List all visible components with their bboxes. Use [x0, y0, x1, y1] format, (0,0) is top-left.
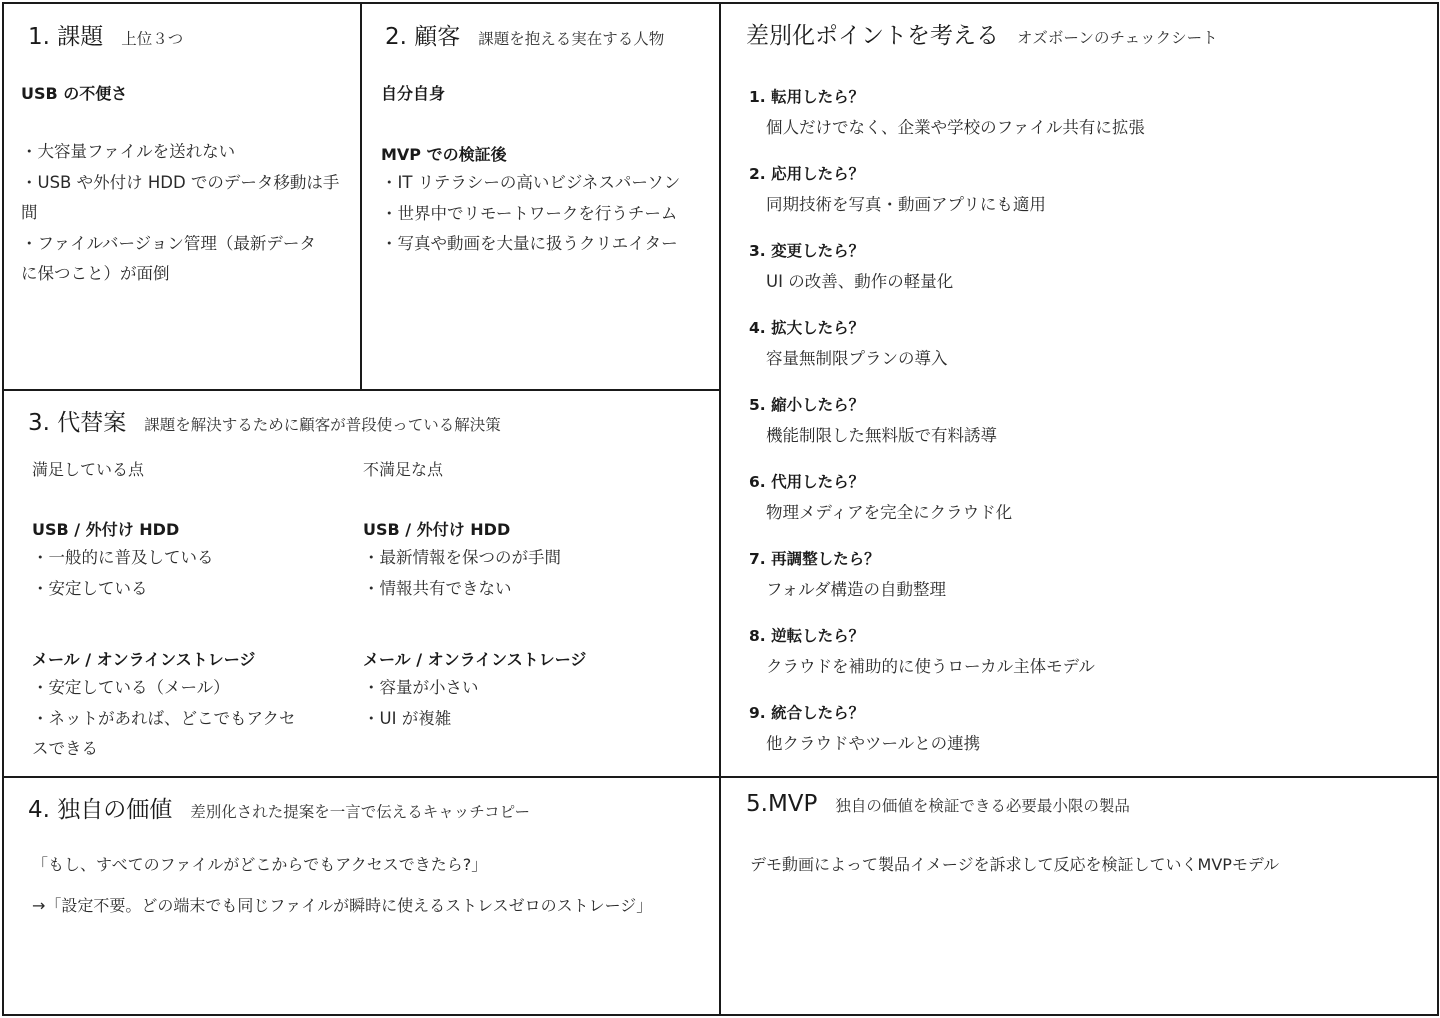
- differentiation-section: [719, 2, 1439, 778]
- list-item: [749, 82, 1145, 143]
- unique-value-subtitle: 差別化された提案を一言で伝えるキャッチコピー: [190, 803, 531, 821]
- satisfied-label: 満足している点: [32, 460, 145, 479]
- right-group2-list: [363, 673, 479, 734]
- problem-subtitle: 上位３つ: [121, 30, 184, 48]
- list-item: [749, 621, 1145, 682]
- list-item: ・安定している（メール）: [32, 678, 230, 697]
- mvp-description: デモ動画によって製品イメージを訴求して反応を検証していくMVPモデル: [750, 855, 1280, 874]
- checklist-answer: UI の改善、動作の軽量化: [766, 272, 954, 291]
- unsatisfied-label: 不満足な点: [363, 460, 444, 479]
- list-item: 間: [21, 203, 38, 222]
- problem-header: [28, 18, 183, 51]
- left-group1-title: USB / 外付け HDD: [32, 520, 180, 539]
- checklist-answer: 物理メディアを完全にクラウド化: [766, 503, 1013, 522]
- customer-section: [360, 2, 721, 391]
- checklist-question: 9. 統合したら？: [749, 704, 865, 722]
- left-group2-list: [32, 673, 296, 765]
- alternatives-title: 3. 代替案: [28, 410, 127, 436]
- list-item: ・最新情報を保つのが手間: [363, 548, 561, 567]
- customer-header: [385, 18, 664, 51]
- list-item: ・IT リテラシーの高いビジネスパーソン: [381, 173, 681, 192]
- unique-value-header: [28, 791, 530, 824]
- customer-title: 2. 顧客: [385, 24, 461, 50]
- checklist-question: 6. 代用したら？: [749, 473, 865, 491]
- left-group2-title: メール / オンラインストレージ: [32, 650, 256, 669]
- checklist-question: 4. 拡大したら？: [749, 319, 865, 337]
- customer-list: [381, 168, 680, 260]
- list-item: ・安定している: [32, 578, 148, 598]
- checklist-question: 8. 逆転したら？: [749, 627, 865, 645]
- customer-subtitle: 課題を抱える実在する人物: [478, 30, 665, 48]
- alternatives-subtitle: 課題を解決するために顧客が普段使っている解決策: [144, 416, 501, 434]
- list-item: ・一般的に普及している: [32, 548, 214, 567]
- list-item: ・容量が小さい: [363, 678, 479, 697]
- list-item: ・UI が複雑: [363, 708, 452, 728]
- right-group2-title: メール / オンラインストレージ: [363, 650, 587, 669]
- alternatives-section: [2, 389, 721, 778]
- problem-heading: USB の不便さ: [21, 84, 128, 103]
- customer-heading-mvp: MVP での検証後: [381, 145, 507, 164]
- list-item: [749, 698, 1145, 759]
- list-item: ・USB や外付け HDD でのデータ移動は手: [21, 172, 340, 192]
- checklist-answer: 容量無制限プランの導入: [766, 349, 948, 368]
- list-item: ・大容量ファイルを送れない: [21, 142, 236, 161]
- list-item: ・世界中でリモートワークを行うチーム: [381, 203, 678, 223]
- mvp-section: [719, 776, 1439, 1016]
- problem-section: [2, 2, 362, 391]
- list-item: ・ファイルバージョン管理（最新データ: [21, 233, 316, 253]
- checklist-question: 2. 応用したら？: [749, 165, 865, 183]
- checklist-answer: 機能制限した無料版で有料誘導: [766, 426, 997, 445]
- catchcopy-answer: →「設定不要。どの端末でも同じファイルが瞬時に使えるストレスゼロのストレージ」: [32, 896, 653, 915]
- list-item: [749, 544, 1145, 605]
- checklist-answer: フォルダ構造の自動整理: [766, 580, 947, 599]
- list-item: [749, 467, 1145, 528]
- list-item: [749, 390, 1145, 451]
- differentiation-header: [746, 17, 1218, 50]
- checklist-question: 1. 転用したら？: [749, 88, 865, 106]
- list-item: ・情報共有できない: [363, 578, 512, 598]
- list-item: [749, 236, 1145, 297]
- unique-value-section: [2, 776, 721, 1016]
- list-item: ・ネットがあれば、どこでもアクセ: [32, 708, 296, 728]
- right-group1-list: [363, 543, 561, 604]
- list-item: ・写真や動画を大量に扱うクリエイター: [381, 234, 678, 253]
- checklist-answer: クラウドを補助的に使うローカル主体モデル: [766, 657, 1095, 676]
- alternatives-header: [28, 404, 501, 437]
- checklist-answer: 個人だけでなく、企業や学校のファイル共有に拡張: [766, 118, 1145, 137]
- list-item: [749, 313, 1145, 374]
- list-item: に保つこと）が面倒: [21, 264, 170, 283]
- mvp-title: 5.MVP: [746, 791, 818, 817]
- checklist-question: 3. 変更したら？: [749, 242, 865, 260]
- left-group1-list: [32, 543, 214, 604]
- checklist-answer: 他クラウドやツールとの連携: [766, 734, 981, 753]
- unique-value-title: 4. 独自の価値: [28, 797, 173, 823]
- differentiation-subtitle: オズボーンのチェックシート: [1017, 29, 1218, 47]
- checklist-question: 7. 再調整したら？: [749, 550, 880, 568]
- problem-title: 1. 課題: [28, 24, 104, 50]
- list-item: [749, 159, 1145, 220]
- right-group1-title: USB / 外付け HDD: [363, 520, 511, 539]
- checklist-question: 5. 縮小したら？: [749, 396, 865, 414]
- mvp-subtitle: 独自の価値を検証できる必要最小限の製品: [835, 797, 1130, 815]
- customer-heading-self: 自分自身: [381, 84, 446, 103]
- differentiation-title: 差別化ポイントを考える: [746, 23, 999, 49]
- list-item: スできる: [32, 739, 98, 758]
- catchcopy-question: 「もし、すべてのファイルがどこからでもアクセスできたら?」: [32, 855, 488, 874]
- problem-list: [21, 137, 339, 290]
- mvp-header: [746, 791, 1130, 817]
- osborn-checklist: [749, 82, 1145, 775]
- checklist-answer: 同期技術を写真・動画アプリにも適用: [766, 195, 1046, 214]
